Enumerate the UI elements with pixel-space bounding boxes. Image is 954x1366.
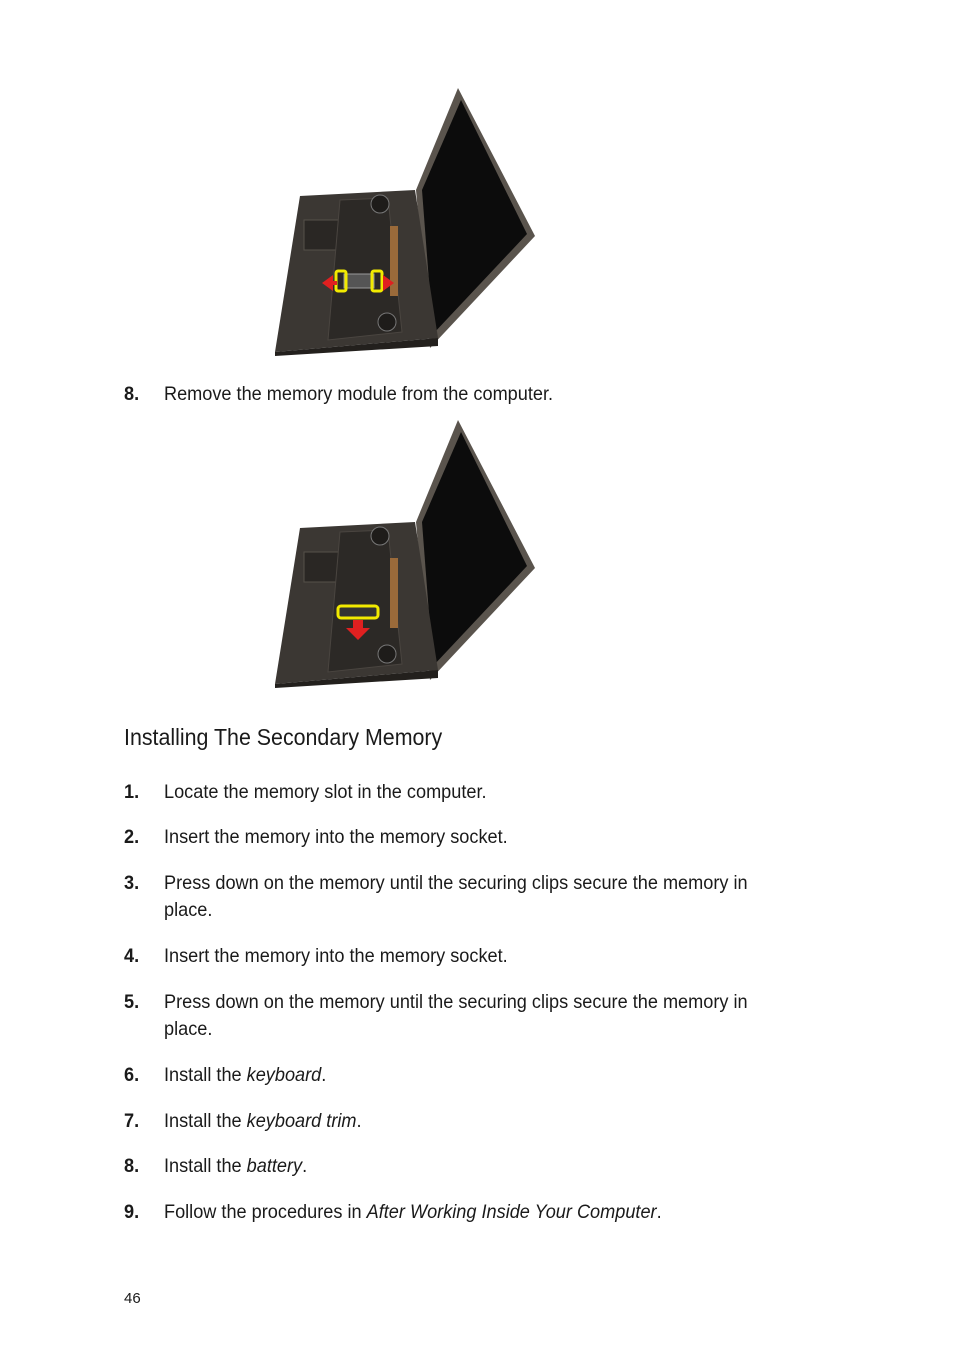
install-step-8	[124, 1153, 794, 1180]
step-number: 8.	[124, 383, 140, 405]
step-text-pre: Install the	[163, 1110, 247, 1132]
removal-step	[124, 381, 794, 408]
step-number: 7.	[124, 1110, 140, 1132]
step-text: Insert the memory into the memory socket.	[163, 945, 508, 967]
step-text	[164, 1108, 794, 1135]
step-text: Press down on the memory until the securing clips secure the memory in place.	[163, 991, 748, 1040]
step-text-pre: Install the	[163, 1155, 247, 1177]
step-number: 1.	[124, 781, 140, 803]
step-number: 6.	[124, 1064, 140, 1086]
step-text-post: .	[656, 1201, 662, 1223]
step-number: 5.	[124, 991, 140, 1013]
install-step-3	[124, 870, 794, 924]
step-text: Press down on the memory until the securing clips secure the memory in place.	[163, 872, 748, 921]
section-heading: Installing The Secondary Memory	[124, 724, 443, 750]
step-number: 3.	[124, 872, 140, 894]
laptop-clips-photo	[270, 86, 540, 358]
step-number: 2.	[124, 826, 140, 848]
step-text: Remove the memory module from the computer.	[163, 383, 554, 405]
keyboard-link[interactable]: keyboard	[246, 1064, 322, 1086]
step-text-post: .	[356, 1110, 362, 1132]
laptop-module-photo	[270, 418, 540, 690]
step-text: Locate the memory slot in the computer.	[163, 781, 487, 803]
step-text	[164, 1199, 794, 1226]
step-text-pre: Install the	[163, 1064, 247, 1086]
install-step-7	[124, 1108, 794, 1135]
page-number: 46	[124, 1290, 141, 1307]
step-text	[164, 1062, 794, 1089]
install-step-4	[124, 943, 794, 970]
keyboard-trim-link[interactable]: keyboard trim	[246, 1110, 357, 1132]
install-step-6	[124, 1062, 794, 1089]
battery-link[interactable]: battery	[246, 1155, 303, 1177]
step-text-post: .	[302, 1155, 308, 1177]
step-number: 9.	[124, 1201, 140, 1223]
step-text: Insert the memory into the memory socket.	[163, 826, 508, 848]
after-working-link[interactable]: After Working Inside Your Computer	[366, 1201, 657, 1223]
step-text-post: .	[321, 1064, 327, 1086]
install-step-1	[124, 779, 794, 806]
step-number: 4.	[124, 945, 140, 967]
install-step-5	[124, 989, 794, 1043]
step-number: 8.	[124, 1155, 140, 1177]
step-text	[164, 1153, 794, 1180]
install-step-9	[124, 1199, 794, 1226]
install-step-2	[124, 824, 794, 851]
step-text-pre: Follow the procedures in	[163, 1201, 367, 1223]
